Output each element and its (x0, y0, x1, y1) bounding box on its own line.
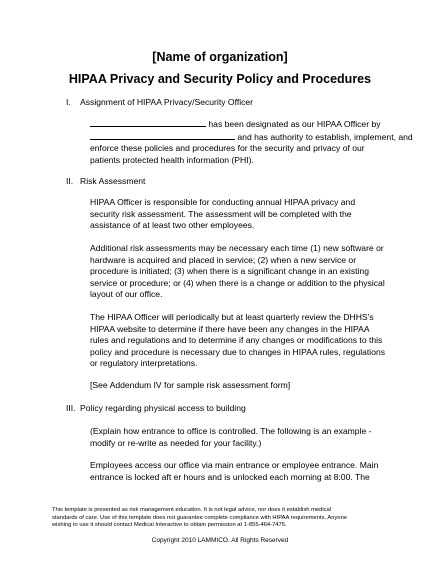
officer-name-blank (90, 118, 206, 127)
section-2-paragraph (90, 380, 390, 392)
addendum-reference: [See Addendum IV for sample risk assessment form] (90, 380, 291, 390)
copyright-notice: Copyright 2010 LAMMICO. All Rights Reserved (151, 537, 289, 544)
section-1-body (90, 118, 413, 166)
section-number: I. (66, 97, 71, 107)
section-heading: Assignment of HIPAA Privacy/Security Officer (80, 97, 254, 107)
section-heading: Policy regarding physical access to building (80, 403, 246, 413)
disclaimer-line: standards of care. Use of this template does not guarantee complete compliance with HIPAA requirements. Anyone (52, 514, 348, 521)
text-line: enforce these policies and procedures for the security and privacy of our (90, 143, 365, 153)
section-2-paragraph (90, 243, 390, 301)
section-number: III. (66, 403, 76, 413)
text-line: hardware is acquired and placed in service; (2) when a new service or (90, 254, 357, 265)
text-line: The HIPAA Officer will periodically but at least quarterly review the DHHS’s (90, 312, 374, 322)
disclaimer-footer (52, 507, 392, 530)
appointer-blank (90, 131, 235, 140)
section-2-paragraph (90, 312, 390, 370)
disclaimer-line: This template is presented as risk management education. It is not legal advice, nor does it establish medical (52, 507, 332, 513)
text-line: policy and procedure is necessary due to changes in HIPAA rules, regulations (90, 346, 386, 357)
disclaimer-line: wishing to use it should contact Medical Interactive to obtain permission at 1-855-464-7475. (52, 522, 287, 528)
text-line: patients protected health information (PHI). (90, 154, 254, 165)
text-line: has been designated as our HIPAA Officer by (208, 119, 381, 129)
text-line: or regulatory interpretations. (90, 358, 198, 368)
text-line: service or procedure; or (4) when there is a change or addition to the physical (90, 277, 385, 288)
text-line: Employees access our office via main entrance or employee entrance. Main (90, 460, 379, 470)
text-line: assistance of at least two other employees. (90, 220, 255, 230)
text-line: and has authority to establish, implement, and (237, 131, 413, 142)
text-line: layout of our office. (90, 289, 163, 299)
section-heading: Risk Assessment (80, 176, 146, 186)
section-number: II. (66, 176, 74, 186)
text-line: HIPAA website to determine if there have been any changes in the HIPAA (90, 323, 370, 334)
text-line: Additional risk assessments may be necessary each time (1) new software or (90, 243, 384, 253)
organization-name: [Name of organization] (152, 50, 288, 64)
text-line: (Explain how entrance to office is controlled. The following is an example - (90, 426, 372, 436)
section-2-paragraph (90, 197, 390, 232)
text-line: entrance is locked aft er hours and is unlocked each morning at 8:00. The (90, 471, 370, 482)
text-line: rules and regulations and to determine if any changes or modifications to this (90, 335, 383, 345)
document-title: HIPAA Privacy and Security Policy and Procedures (68, 72, 372, 86)
text-line: HIPAA Officer is responsible for conducting annual HIPAA privacy and (90, 197, 356, 207)
text-line: modify or re-write as needed for your facility.) (90, 437, 262, 448)
section-3-paragraph (90, 460, 390, 483)
text-line: security risk assessment. The assessment will be completed with the (90, 208, 352, 219)
text-line: procedure is initiated; (3) when there is a significant change in an existing (90, 266, 369, 276)
section-3-paragraph (90, 426, 390, 449)
